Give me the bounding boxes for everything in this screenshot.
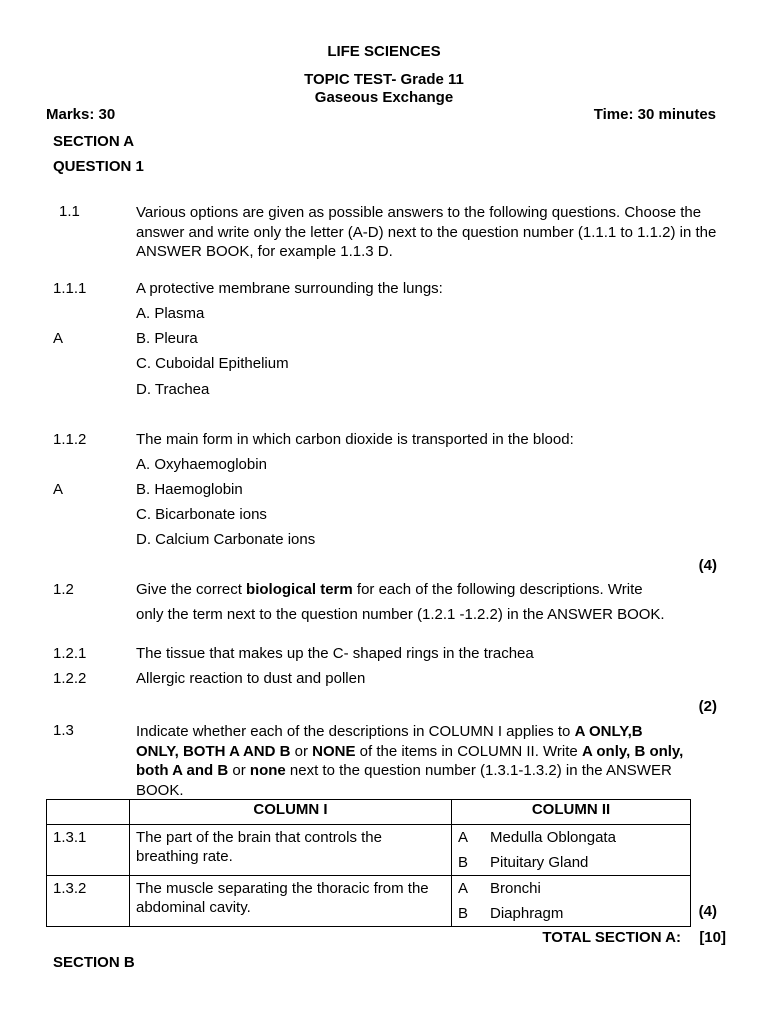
marks-label: Marks: 30	[46, 106, 116, 123]
row-description: The muscle separating the thoracic from the abdominal cavity.	[136, 880, 429, 916]
section-b-heading: SECTION B	[53, 954, 135, 971]
row-options	[452, 825, 691, 876]
q1-1-1-option-b: B. Pleura	[136, 330, 198, 347]
column-i-header: COLUMN I	[130, 800, 452, 825]
q1-3-b3: A only, B only, both A and B	[136, 742, 684, 779]
subject-title: LIFE SCIENCES	[327, 43, 441, 60]
q1-2-2-number: 1.2.2	[53, 670, 87, 687]
option-letter: A	[458, 829, 469, 846]
time-label: Time: 30 minutes	[593, 106, 716, 123]
q1-1-2-option-b: B. Haemoglobin	[136, 481, 243, 498]
q1-2-2-text: Allergic reaction to dust and pollen	[136, 670, 366, 687]
table-header-row	[47, 800, 691, 825]
column-ii-header: COLUMN II	[452, 800, 691, 825]
q1-2-number: 1.2	[53, 581, 74, 598]
q1-2-1-text: The tissue that makes up the C- shaped rings in the trachea	[136, 645, 534, 662]
option-text: Pituitary Gland	[490, 854, 589, 871]
q1-1-1-option-c: C. Cuboidal Epithelium	[136, 355, 289, 372]
option-text: Bronchi	[490, 880, 541, 897]
total-section-a-label: TOTAL SECTION A:	[542, 929, 681, 946]
q1-3-p4: or	[228, 762, 250, 779]
row-number: 1.3.2	[53, 880, 87, 897]
q1-1-1-number: 1.1.1	[53, 280, 87, 297]
q1-3-instruction	[136, 722, 686, 800]
option-text: Diaphragm	[490, 905, 564, 922]
row-options	[452, 876, 691, 927]
q1-2-line-1-bold: biological term	[246, 581, 353, 598]
q1-1-2-question: The main form in which carbon dioxide is transported in the blood:	[136, 431, 574, 448]
q1-2-1-number: 1.2.1	[53, 645, 87, 662]
q1-1-2-option-a: A. Oxyhaemoglobin	[136, 456, 267, 473]
option-text: Medulla Oblongata	[490, 829, 616, 846]
table-row	[47, 825, 691, 876]
q1-2-line-1	[136, 581, 643, 598]
option-b	[452, 850, 690, 875]
mark-1-2: (2)	[698, 698, 717, 715]
q1-1-instruction: Various options are given as possible answers to the following questions. Choose the answer and write only the letter (A-D) next to the question number (1.1.1 to 1.1.2) in the ANSWER BOOK, for example 1.1.3 D.	[136, 204, 717, 260]
q1-3-p2: or	[290, 742, 313, 760]
row-description: The part of the brain that controls the breathing rate.	[136, 829, 382, 865]
q1-3-p5: next to the question number (1.3.1-1.3.2) in the ANSWER BOOK.	[136, 762, 672, 799]
q1-1-2-number: 1.1.2	[53, 431, 87, 448]
q1-3-b2: NONE	[312, 742, 356, 760]
q1-2-line-1-post: for each of the following descriptions. Write	[352, 581, 643, 598]
columns-table	[46, 799, 691, 927]
q1-2-line-2: only the term next to the question number (1.2.1 -1.2.2) in the ANSWER BOOK.	[136, 606, 665, 623]
option-letter: B	[458, 854, 469, 871]
option-letter: B	[458, 905, 469, 922]
q1-3-b1: A ONLY,B ONLY, BOTH A AND B	[136, 723, 643, 760]
question-1-heading: QUESTION 1	[53, 158, 144, 175]
topic-title: Gaseous Exchange	[314, 89, 454, 106]
q1-1-2-option-c: C. Bicarbonate ions	[136, 506, 267, 523]
option-a	[452, 825, 690, 850]
option-letter: A	[458, 880, 469, 897]
total-section-a-value: [10]	[699, 929, 726, 946]
q1-2-line-1-pre: Give the correct	[136, 581, 247, 598]
q1-1-2-answer: A	[53, 481, 64, 498]
q1-3-p3: of the items in COLUMN II. Write	[355, 742, 582, 760]
q1-1-1-answer: A	[53, 330, 64, 347]
table-row	[47, 876, 691, 927]
q1-3-number: 1.3	[53, 722, 74, 739]
option-a	[452, 876, 690, 901]
q1-3-b4: none	[249, 762, 286, 779]
mark-1-1: (4)	[698, 557, 717, 574]
header-empty-cell	[47, 800, 130, 825]
section-a-heading: SECTION A	[53, 133, 135, 150]
q1-1-number: 1.1	[59, 203, 80, 220]
q1-1-1-option-d: D. Trachea	[136, 381, 210, 398]
q1-3-p1: Indicate whether each of the descriptions in COLUMN I applies to	[136, 723, 575, 740]
q1-1-1-question: A protective membrane surrounding the lungs:	[136, 280, 443, 297]
test-title: TOPIC TEST- Grade 11	[304, 71, 464, 88]
q1-1-2-option-d: D. Calcium Carbonate ions	[136, 531, 316, 548]
q1-1-1-option-a: A. Plasma	[136, 305, 205, 322]
row-number: 1.3.1	[53, 829, 87, 846]
mark-1-3: (4)	[698, 903, 717, 920]
option-b	[452, 901, 690, 926]
